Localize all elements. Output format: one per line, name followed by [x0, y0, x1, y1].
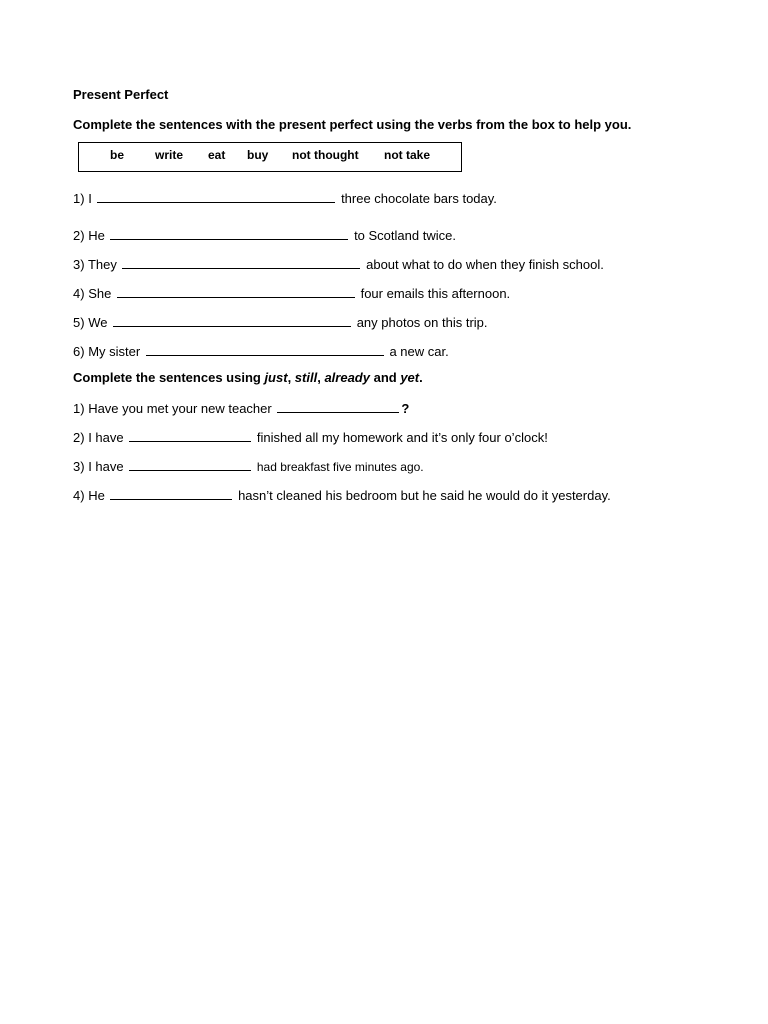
exercise-item-1-6: 6) My sister a new car.	[73, 344, 449, 359]
answer-blank[interactable]	[113, 313, 351, 327]
answer-blank[interactable]	[122, 255, 360, 269]
answer-blank[interactable]	[117, 284, 355, 298]
verb-word: not take	[384, 148, 431, 162]
section1-instruction: Complete the sentences with the present perfect using the verbs from the box to help you.	[73, 117, 632, 132]
answer-blank[interactable]	[277, 399, 399, 413]
page-title: Present Perfect	[73, 87, 169, 102]
answer-blank[interactable]	[110, 226, 348, 240]
exercise-item-1-1: 1) I three chocolate bars today.	[73, 191, 497, 206]
verb-word: eat	[208, 148, 226, 162]
verb-word: not thought	[292, 148, 359, 162]
answer-blank[interactable]	[129, 428, 251, 442]
section2-instruction: Complete the sentences using just, still, already and yet.	[73, 370, 423, 385]
exercise-item-2-4: 4) He hasn’t cleaned his bedroom but he said he would do it yesterday.	[73, 488, 611, 503]
exercise-item-2-3: 3) I have had breakfast five minutes ago.	[73, 459, 424, 474]
verb-word: be	[110, 148, 125, 162]
exercise-item-1-4: 4) She four emails this afternoon.	[73, 286, 511, 301]
exercise-item-1-5: 5) We any photos on this trip.	[73, 315, 488, 330]
answer-blank[interactable]	[146, 342, 384, 356]
exercise-item-2-1: 1) Have you met your new teacher ?	[73, 401, 410, 416]
answer-blank[interactable]	[97, 189, 335, 203]
exercise-item-2-2: 2) I have finished all my homework and it’s only four o’clock!	[73, 430, 548, 445]
exercise-item-1-2: 2) He to Scotland twice.	[73, 228, 456, 243]
verb-word: buy	[247, 148, 269, 162]
verb-box	[78, 142, 462, 172]
answer-blank[interactable]	[129, 457, 251, 471]
exercise-item-1-3: 3) They about what to do when they finish school.	[73, 257, 604, 272]
answer-blank[interactable]	[110, 486, 232, 500]
verb-word: write	[155, 148, 184, 162]
